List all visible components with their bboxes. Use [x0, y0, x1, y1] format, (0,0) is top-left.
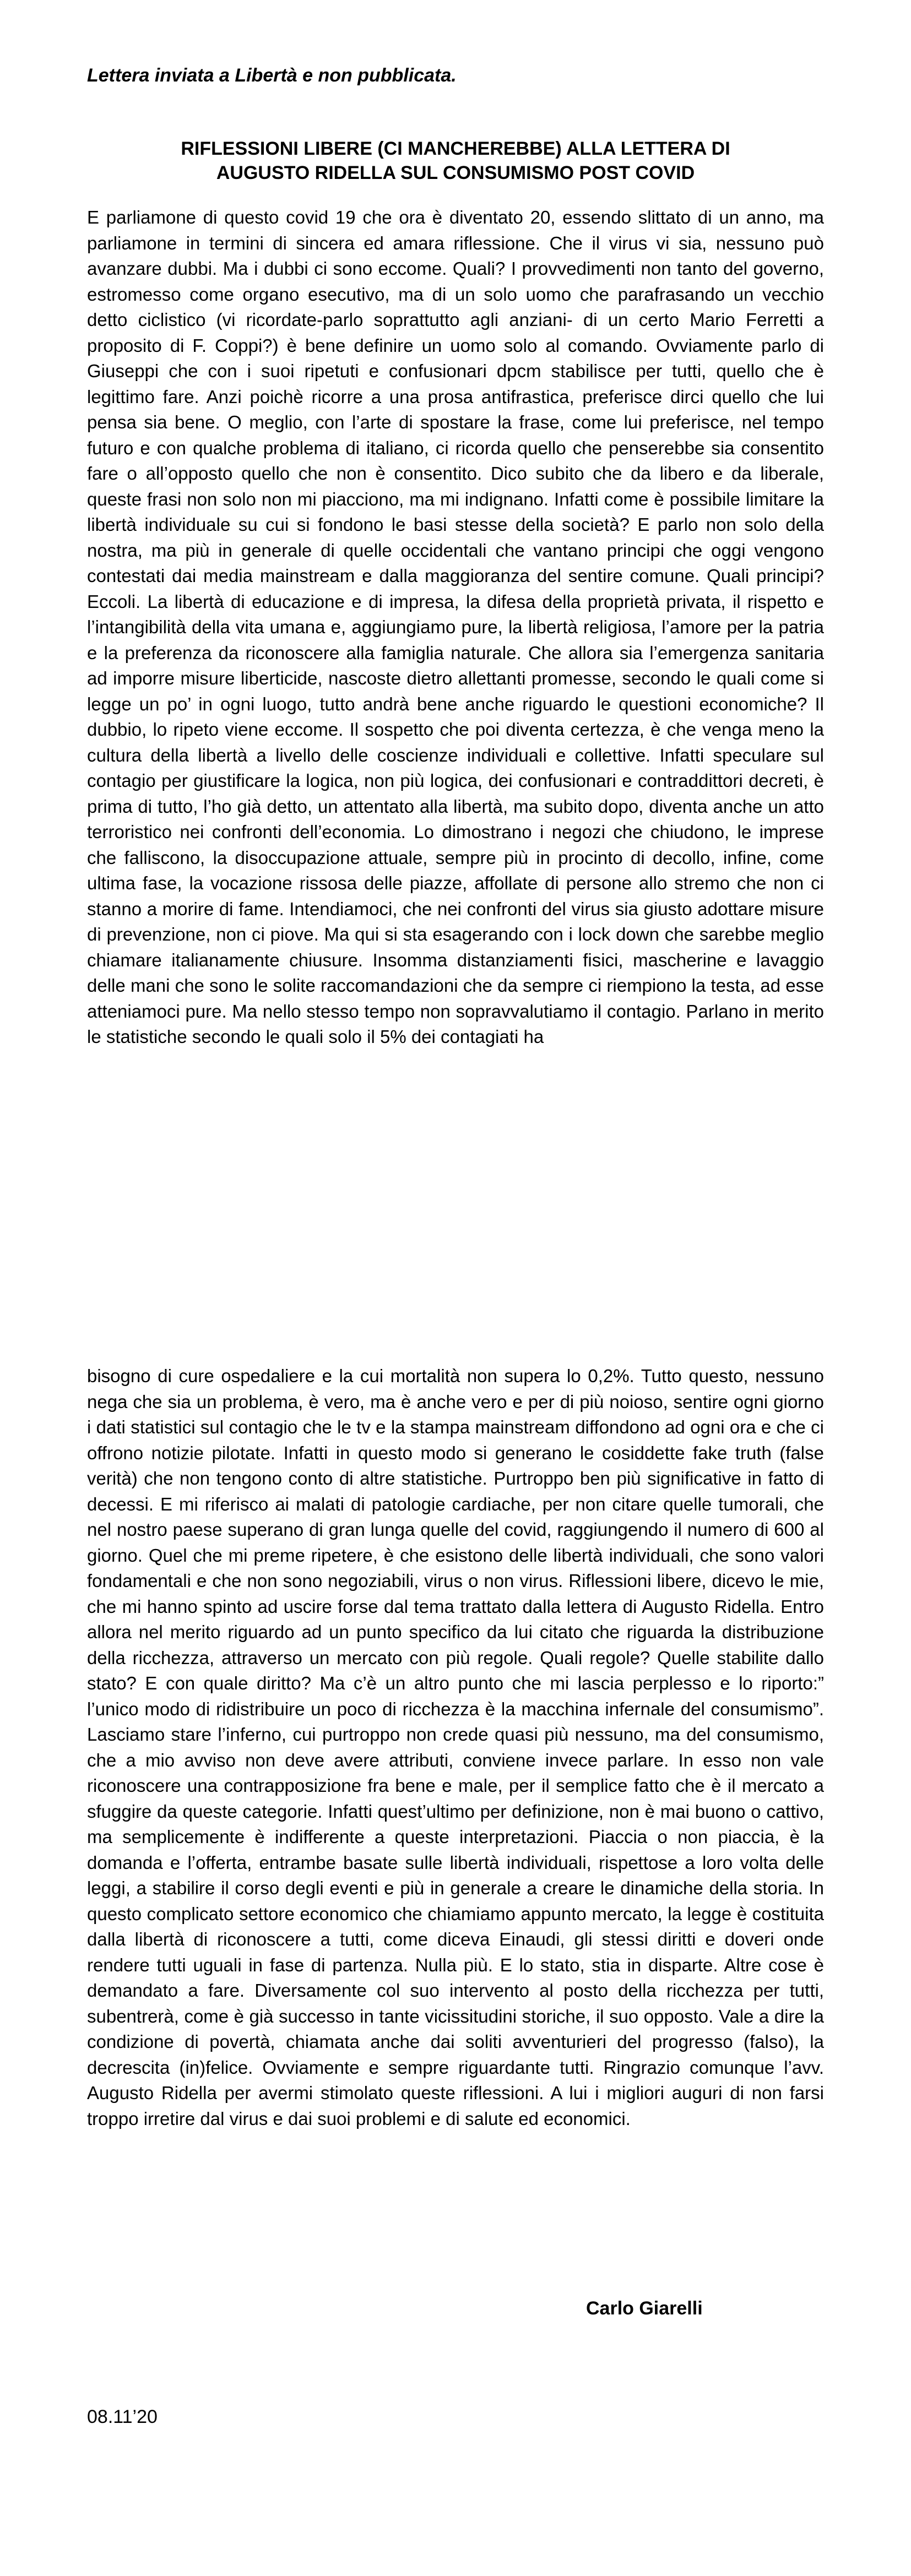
- body-paragraph-1: E parliamone di questo covid 19 che ora è diventato 20, essendo slittato di un anno, ma parliamone in termini di sincera ed amara riflessione. Che il virus vi sia, nessuno può avanzare dubbi. Ma i dubbi ci sono eccome. Quali? I provvedimenti non tanto del governo, estromesso come organo esecutivo, ma di un solo uomo che parafrasando un vecchio detto ciclistico (vi ricordate-parlo soprattutto agli anziani- di un certo Mario Ferretti a proposito di F. Coppi?) è bene definire un uomo solo al comando. Ovviamente parlo di Giuseppi che con i suoi ripetuti e confusionari dpcm stabilisce per tutti, quello che è legittimo fare. Anzi poichè ricorre a una prosa antifrastica, preferisce dirci quello che lui pensa sia bene. O meglio, con l’arte di spostare la frase, come lui preferisce, nel tempo futuro e con qualche problema di italiano, ci ricorda quello che penserebbe sia consentito fare o all’opposto quello che non è consentito. Dico subito che da libero e da liberale, queste frasi non solo non mi piacciono, ma mi indignano. Infatti come è possibile limitare la libertà individuale su cui si fondono le basi stesse della società? E parlo non solo della nostra, ma più in generale di quelle occidentali che vantano principi che oggi vengono contestati dai media mainstream e dalla maggioranza del sentire comune. Quali principi? Eccoli. La libertà di educazione e di impresa, la difesa della proprietà privata, il rispetto e l’intangibilità della vita umana e, aggiungiamo pure, la libertà religiosa, l’amore per la patria e la preferenza da riconoscere alla famiglia naturale. Che allora sia l’emergenza sanitaria ad imporre misure liberticide, nascoste dietro allettanti promesse, secondo le quali come si legge un po’ in ogni luogo, tutto andrà bene anche riguardo le questioni economiche? Il dubbio, lo ripeto viene eccome. Il sospetto che poi diventa certezza, è che venga meno la cultura della libertà a livello delle coscienze individuali e collettive. Infatti speculare sul contagio per giustificare la logica, non più logica, dei confusionari e contraddittori decreti, è prima di tutto, l’ho già detto, un attentato alla libertà, ma subito dopo, diventa anche un atto terroristico nei confronti dell’economia. Lo dimostrano i negozi che chiudono, le imprese che falliscono, la disoccupazione attuale, sempre più in procinto di decollo, infine, come ultima fase, la vocazione rissosa delle piazze, affollate di persone allo stremo che non ci stanno a morire di fame. Intendiamoci, che nei confronti del virus sia giusto adottare misure di prevenzione, non ci piove. Ma qui si sta esagerando con i lock down che sarebbe meglio chiamare italianamente chiusure. Insomma distanziamenti fisici, mascherine e lavaggio delle mani che sono le solite raccomandazioni che da sempre ci riempiono la testa, ad esse atteniamoci pure. Ma nello stesso tempo non sopravvalutiamo il contagio. Parlano in merito le statistiche secondo le quali solo il 5% dei contagiati ha: [87, 207, 824, 1047]
- title-line-1: RIFLESSIONI LIBERE (CI MANCHEREBBE) ALLA LETTERA DI: [181, 138, 730, 159]
- body-paragraph-2: bisogno di cure ospedaliere e la cui mortalità non supera lo 0,2%. Tutto questo, nessuno nega che sia un problema, è vero, ma è anche vero e per di più noioso, sentire ogni giorno i dati statistici sul contagio che le tv e la stampa mainstream diffondono ad ogni ora e che ci offrono notizie pilotate. Infatti in questo modo si generano le cosiddette fake truth (false verità) che non tengono conto di altre statistiche. Purtroppo ben più significative in fatto di decessi. E mi riferisco ai malati di patologie cardiache, per non citare quelle tumorali, che nel nostro paese superano di gran lunga quelle del covid, raggiungendo il numero di 600 al giorno. Quel che mi preme ripetere, è che esistono delle libertà individuali, che sono valori fondamentali e che non sono negoziabili, virus o non virus. Riflessioni libere, dicevo le mie, che mi hanno spinto ad uscire forse dal tema trattato dalla lettera di Augusto Ridella. Entro allora nel merito riguardo ad un punto specifico da lui citato che riguarda la distribuzione della ricchezza, attraverso un mercato con più regole. Quali regole? Quelle stabilite dallo stato? E con quale diritto? Ma c’è un altro punto che mi lascia perplesso e lo riporto:” l’unico modo di ridistribuire un poco di ricchezza è la macchina infernale del consumismo”. Lasciamo stare l’inferno, cui purtroppo non crede quasi più nessuno, ma del consumismo, che a mio avviso non deve avere attributi, conviene invece parlare. In esso non vale riconoscere una contrapposizione fra bene e male, per il semplice fatto che è il mercato a sfuggire da queste categorie. Infatti quest’ultimo per definizione, non è mai buono o cattivo, ma semplicemente è indifferente a queste interpretazioni. Piaccia o non piaccia, è la domanda e l’offerta, entrambe basate sulle libertà individuali, rispettose a loro volta delle leggi, a stabilire il corso degli eventi e più in generale a creare le dinamiche della storia. In questo complicato settore economico che chiamiamo appunto mercato, la legge è costituita dalla libertà di riconoscere a tutti, come diceva Einaudi, gli stessi diritti e doveri onde rendere tutti uguali in fase di partenza. Nulla più. E lo stato, stia in disparte. Altre cose è demandato a fare. Diversamente col suo intervento al posto della ricchezza per tutti, subentrerà, come è già successo in tante vicissitudini storiche, il suo opposto. Vale a dire la condizione di povertà, chiamata anche dai soliti avventurieri del progresso (falso), la decrescita (in)felice. Ovviamente e sempre riguardante tutti. Ringrazio comunque l’avv. Augusto Ridella per avermi stimolato queste riflessioni. A lui i migliori auguri di non farsi troppo irretire dal virus e dai suoi problemi e di salute ed economici.: [87, 1366, 824, 2129]
- publication-note: Lettera inviata a Libertà e non pubblicata.: [87, 65, 457, 86]
- letter-title: [88, 137, 823, 185]
- letter-date: 08.11’20: [87, 2406, 158, 2427]
- author-signature: Carlo Giarelli: [586, 2298, 703, 2319]
- title-line-2: AUGUSTO RIDELLA SUL CONSUMISMO POST COVID: [216, 162, 695, 183]
